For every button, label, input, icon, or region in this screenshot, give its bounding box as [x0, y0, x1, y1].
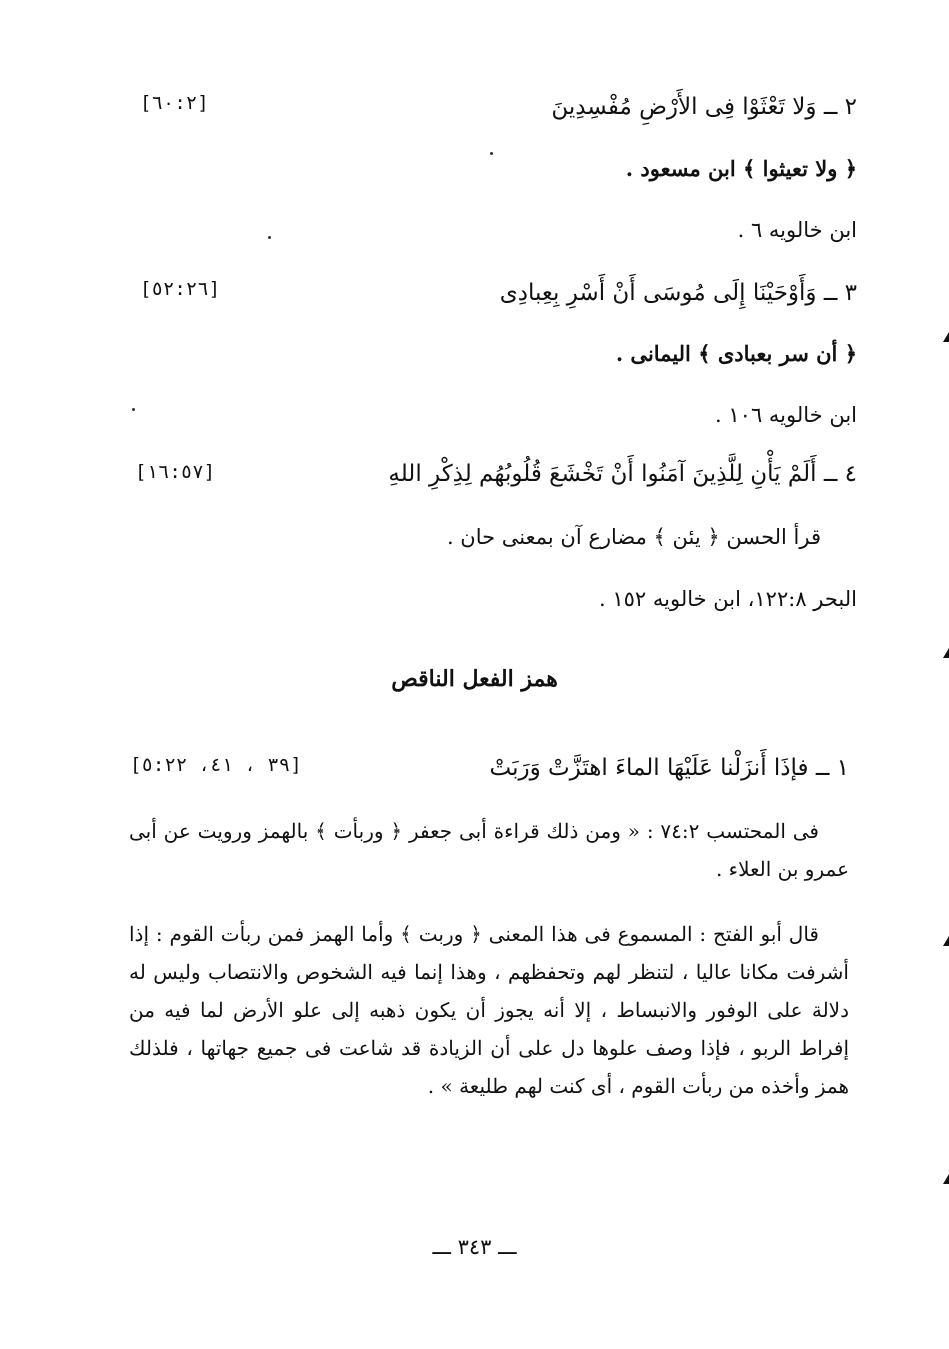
abu-al-fath-commentary: قال أبو الفتح : المسموع فى هذا المعنى ﴿ وربت ﴾ وأما الهمز فمن ربأت القوم : إذا أشرفت مكانا عاليا ، لتنظر لهم وتحفظهم ، وهذا إنما فيه الشخوص والانتصاب وليس له دلالة على الوفور والانبساط ، إلا أنه يجوز أن يكون ذهبه إلى علو الأرض لما فيه من إفراط الربو ، فإذا وصف علوها دل على أن الزيادة قد شاعت فى جميع جهاتها ، فلذلك همز وأخذه من ربأت القوم ، أى كنت لهم طليعة » .	[129, 922, 849, 1098]
margin-mark	[943, 1174, 949, 1184]
verse-2-reading: ﴿ ولا تعيثوا ﴾ ابن مسعود .	[625, 156, 857, 181]
scan-speck	[132, 408, 135, 411]
page-number: ـــ ٣٤٣ ـــ	[432, 1235, 517, 1259]
margin-mark	[943, 648, 949, 658]
verse-2-source: ابن خالويه ٦ .	[737, 218, 857, 242]
verse-4-source: البحر ١٢٢:٨، ابن خالويه ١٥٢ .	[599, 587, 857, 611]
margin-mark	[943, 936, 949, 946]
verse-2-reference: [٦٠:٢]	[140, 92, 209, 114]
verse-s2-1: ١ ــ فإذَا أَنزَلْنا عَلَيْهَا الماءَ اهتَزَّتْ وَرَبَتْ	[489, 755, 849, 781]
scan-speck	[268, 236, 271, 239]
verse-3: ٣ ــ وَأَوْحَيْنَا إِلَى مُوسَى أَنْ أَسْرِ بِعِبادِى	[499, 280, 857, 306]
verse-3-reference: [٥٢:٢٦]	[140, 278, 221, 300]
verse-s2-1-reference: [٣٩ ، ٤١، ٥:٢٢]	[130, 754, 302, 776]
verse-4-reading: قرأ الحسن ﴿ يئن ﴾ مضارع آن بمعنى حان .	[446, 525, 821, 549]
verse-4-reference: [١٦:٥٧]	[135, 461, 216, 483]
verse-3-source: ابن خالويه ١٠٦ .	[715, 403, 857, 427]
verse-2: ٢ ــ وَلا تَعْثَوْا فِى الأَرْضِ مُفْسِدِينَ	[551, 94, 857, 120]
margin-mark	[943, 332, 949, 342]
verse-4: ٤ ــ أَلَمْ يَأْنِ لِلَّذِينَ آمَنُوا أَنْ تَخْشَعَ قُلُوبُهُم لِذِكْرِ اللهِ	[388, 461, 857, 487]
muhtasab-quote: فى المحتسب ٧٤:٢ : « ومن ذلك قراءة أبى جعفر ﴿ وربأت ﴾ بالهمز ورويت عن أبى عمرو بن العلاء .	[129, 819, 849, 881]
section-heading: همز الفعل الناقص	[391, 666, 558, 692]
verse-3-reading: ﴿ أن سر بعبادى ﴾ اليمانى .	[615, 341, 857, 366]
scan-speck	[490, 152, 493, 155]
